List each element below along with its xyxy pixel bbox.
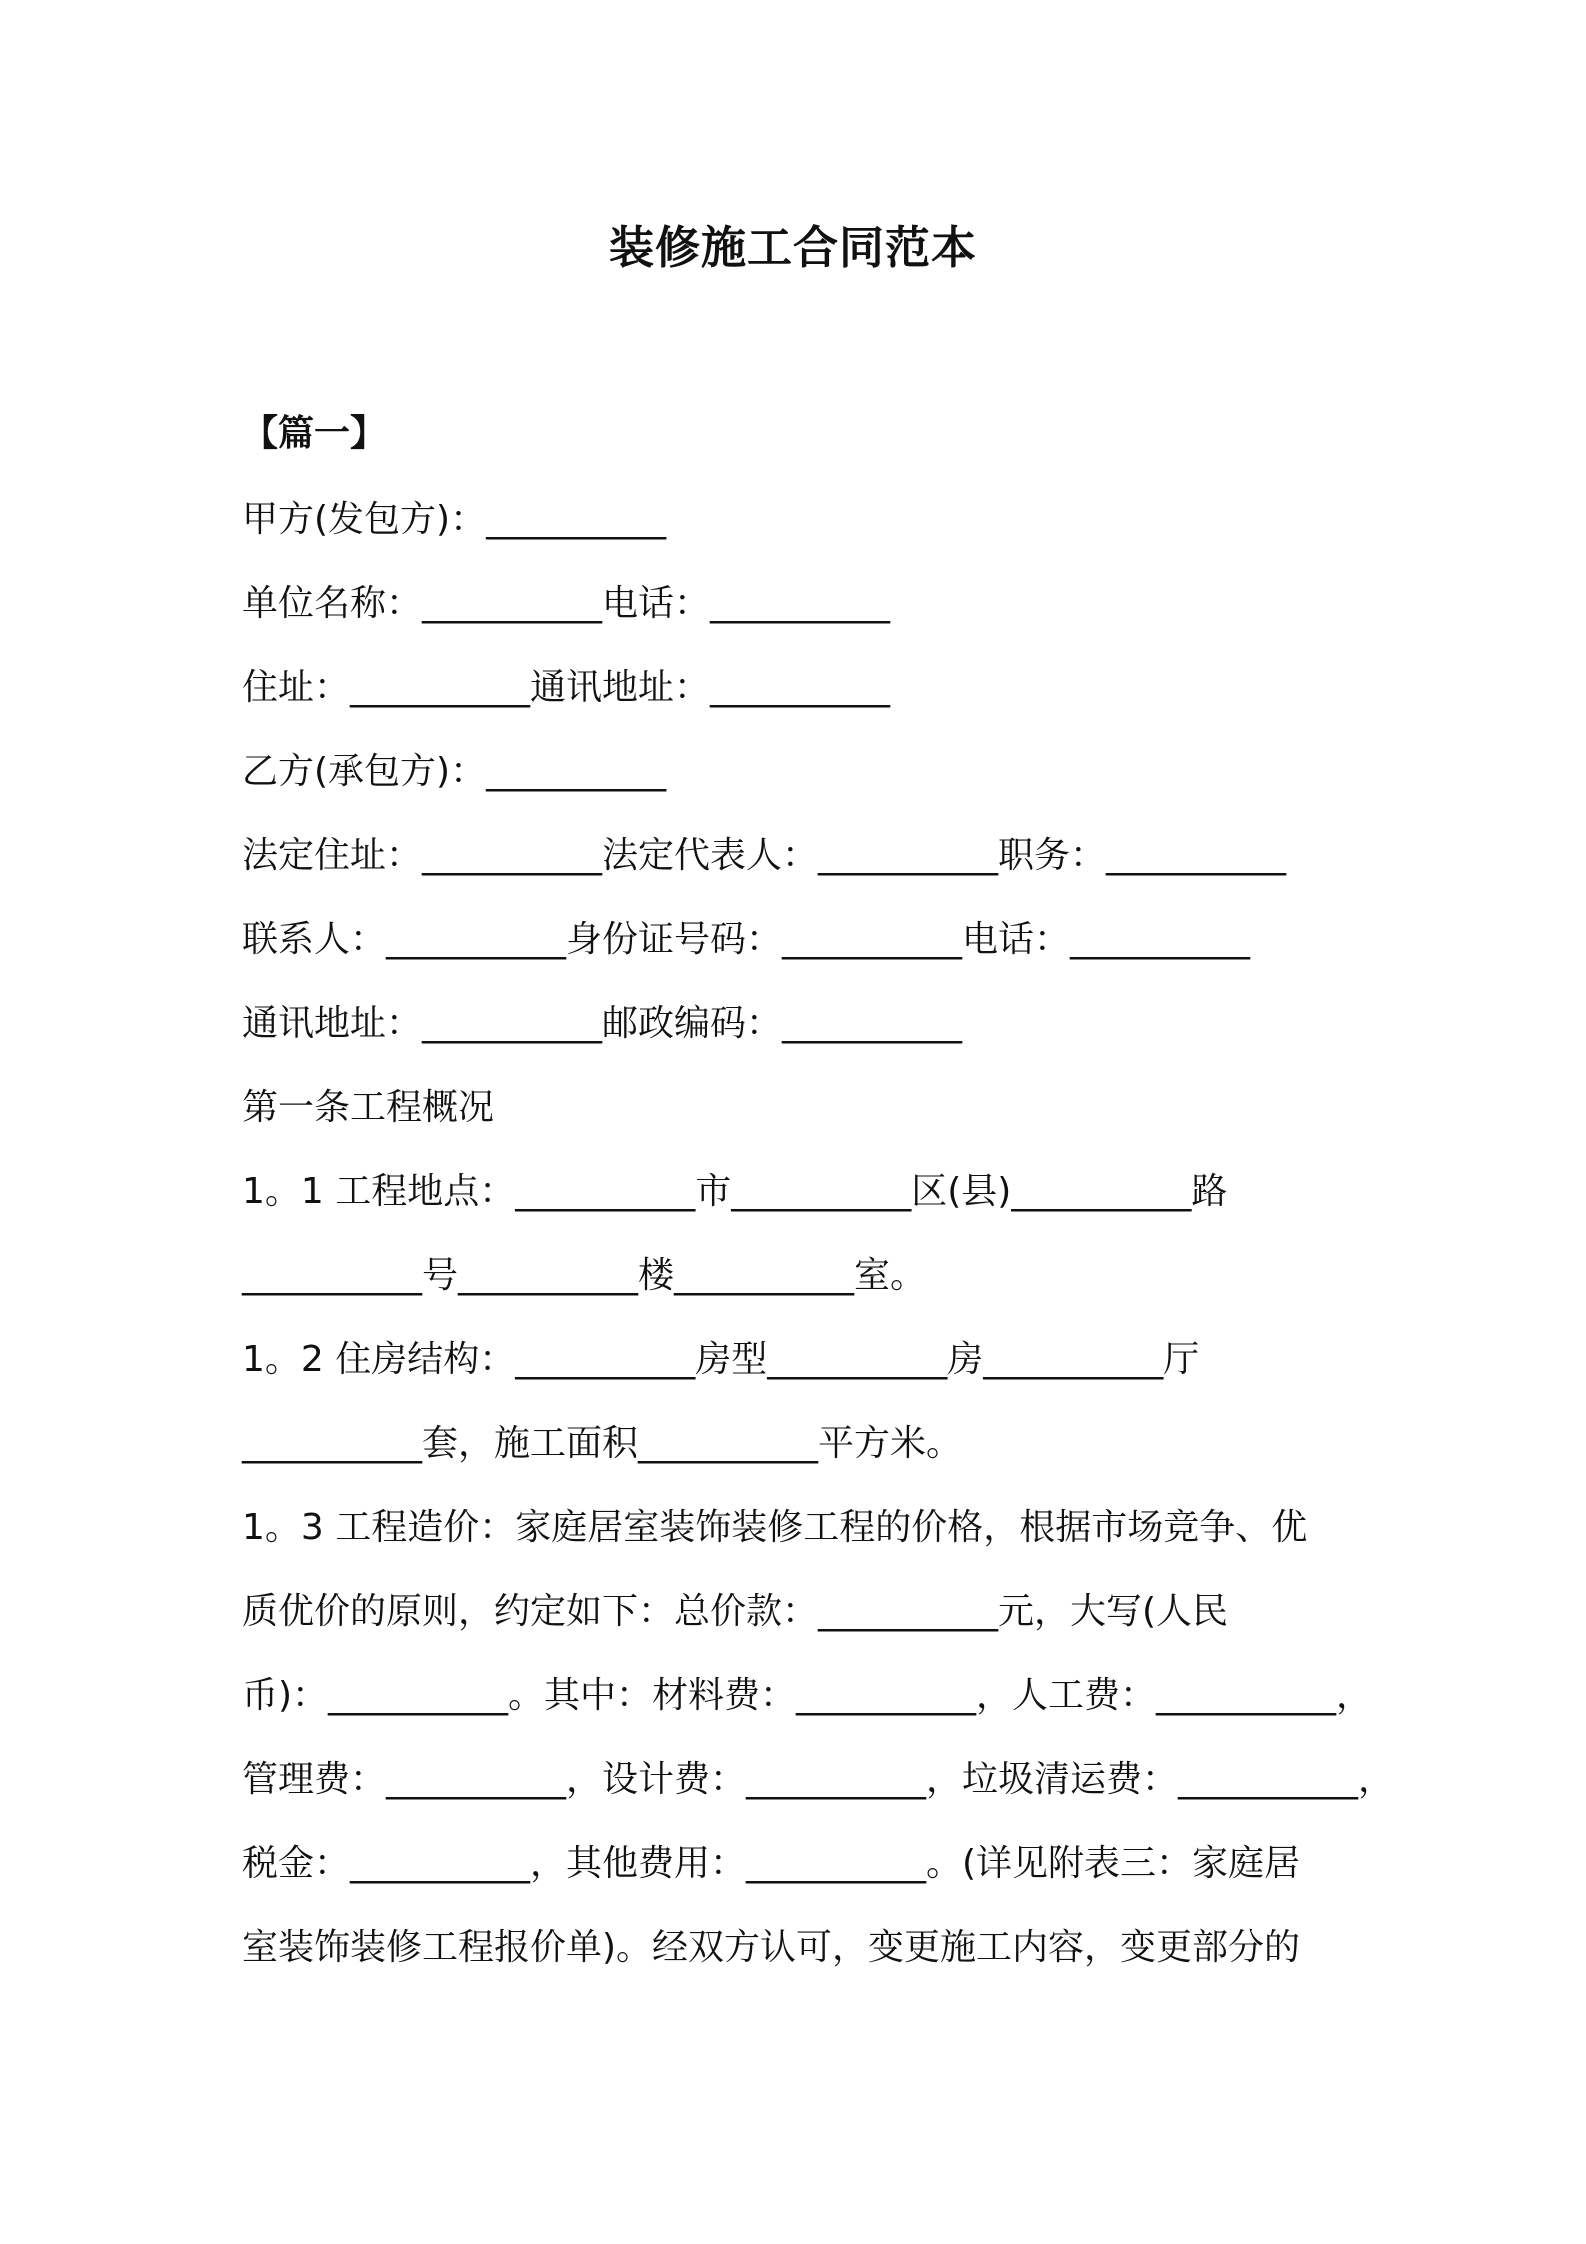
clause-1-2-line-1: 1。2 住房结构：__________房型__________房__________厅: [242, 1339, 1200, 1380]
party-b-line: 乙方(承包方)：__________: [242, 751, 667, 792]
article-heading: 第一条工程概况: [242, 1087, 495, 1128]
legal-address-line: 法定住址：__________法定代表人：__________职务：__________: [242, 835, 1287, 876]
clause-1-1-line-1: 1。1 工程地点：__________市__________区(县)__________路: [242, 1171, 1228, 1212]
clause-1-3-line-5: 税金：__________，其他费用：__________。(详见附表三：家庭居: [242, 1843, 1301, 1884]
document-title: 装修施工合同范本: [608, 221, 977, 274]
clause-1-2-line-2: __________套，施工面积__________平方米。: [242, 1423, 963, 1464]
clause-1-3-line-2: 质优价的原则，约定如下：总价款：__________元，大写(人民: [242, 1591, 1229, 1632]
clause-1-3-line-4: 管理费：__________，设计费：__________，垃圾清运费：__________，: [242, 1759, 1395, 1800]
clause-1-3-line-3: 币)：__________。其中：材料费：__________，人工费：__________，: [242, 1675, 1373, 1716]
mailing-address-line: 通讯地址：__________邮政编码：__________: [242, 1003, 963, 1044]
unit-name-phone-line: 单位名称：__________电话：__________: [242, 583, 891, 624]
party-a-line: 甲方(发包方)：__________: [242, 499, 667, 540]
contact-line: 联系人：__________身份证号码：__________电话：__________: [242, 919, 1251, 960]
clause-1-3-line-6: 室装饰装修工程报价单)。经双方认可，变更施工内容，变更部分的: [242, 1927, 1301, 1968]
clause-1-1-line-2: __________号__________楼__________室。: [242, 1255, 926, 1296]
clause-1-3-line-1: 1。3 工程造价：家庭居室装饰装修工程的价格，根据市场竞争、优: [242, 1507, 1308, 1548]
section-label: 【篇一】: [242, 413, 387, 454]
address-line: 住址：__________通讯地址：__________: [242, 667, 891, 708]
